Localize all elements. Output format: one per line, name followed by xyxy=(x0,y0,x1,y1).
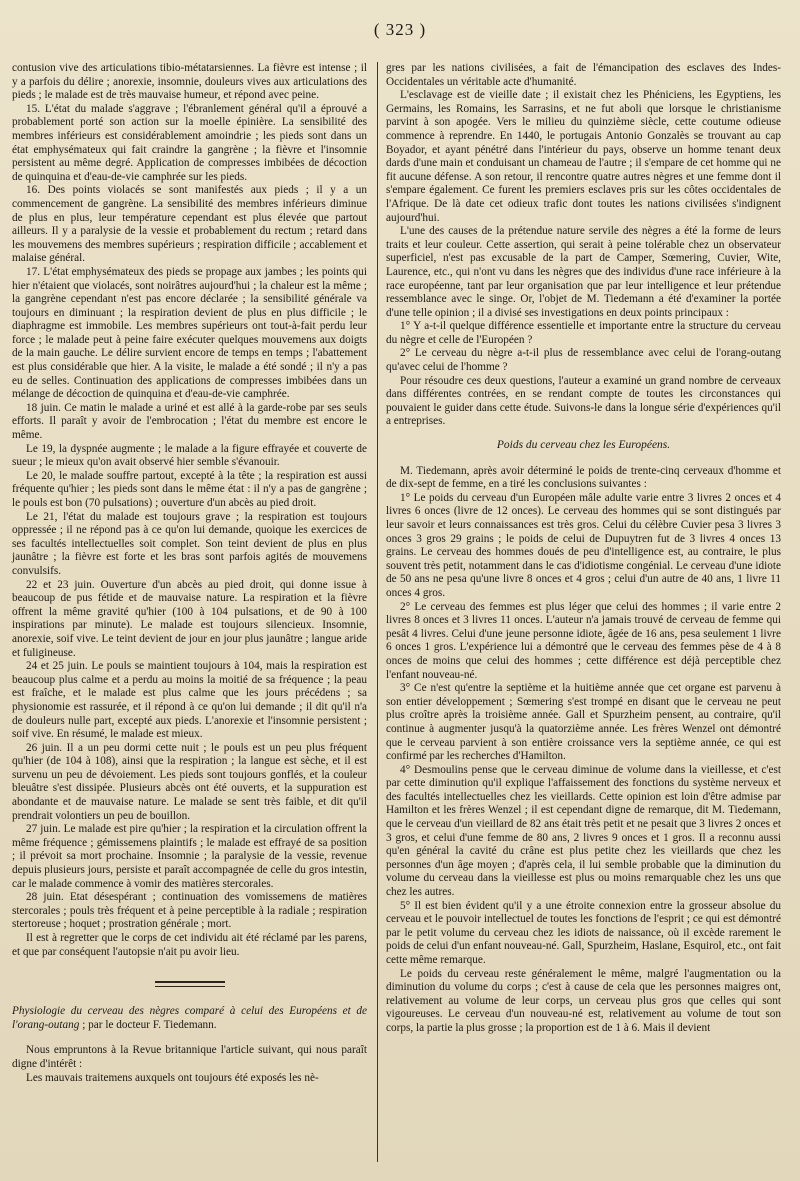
paragraph: 17. L'état emphysémateux des pieds se propage aux jambes ; les points qui hier n'étaient que violacés, sont noirâtres aujourd'hui ; la chaleur est la même ; la gangrène cependant n'est pas encore déclarée ; la sensibilité générale va toujours en diminuant ; la respiration devient de plus en plus difficile ; le diaphragme est immobile. Les membres supérieurs ont tout-à-fait perdu leur force ; le malade peut à peine faire exécuter quelques mouvemens aux doigts de la main gauche. Le délire survient encore de temps en temps ; l'abattement est plus considérable que hier. A la visite, le malade a été sondé ; il n'y a pas eu de selles. Continuation des applications de compresses imbibées dans un mélange de décoction de quinquina et d'eau-de-vie camphrée. xyxy=(12,265,367,401)
paragraph: Le 20, le malade souffre partout, excepté à la tête ; la respiration est aussi fréquente qu'hier ; les pieds sont dans le même état : il n'y a pas de gangrène ; le pouls est bon (70 pulsations) ; ouverture d'un abcès au pied droit. xyxy=(12,469,367,509)
article-tail: Les mauvais traitemens auxquels ont toujours été exposés les nè- xyxy=(26,1071,319,1084)
paragraph: 1° Y a-t-il quelque différence essentielle et importante entre la structure du cerveau du nègre et celle de l'Européen ? xyxy=(386,320,781,346)
column-divider xyxy=(377,62,378,1162)
paragraph: 15. L'état du malade s'aggrave ; l'ébranlement général qu'il a éprouvé a probablement porté son action sur la moelle épinière. La sensibilité des membres inférieurs est considérablement amoindrie ; les pieds sont dans un état emphysémateux qui fait craindre la gangrène ; la fièvre et l'insomnie persistent au même degré. Application de compresses imbibées de décoction de quinquina et d'eau-de-vie camphrée sur les pieds. xyxy=(12,102,367,183)
page-number: ( 323 ) xyxy=(373,20,427,39)
paragraph: Pour résoudre ces deux questions, l'auteur a examiné un grand nombre de cerveaux dans différentes contrées, en se rendant compte de toutes les circonstances qui pouvaient le guider dans cette étude. Suivons-le dans la longue série d'expériences qu'il a entreprises. xyxy=(386,374,781,428)
article-separator xyxy=(155,981,225,987)
paragraph: 4° Desmoulins pense que le cerveau diminue de volume dans la vieillesse, et c'est par cette diminution qu'il explique l'affaissement des fonctions du système nerveux et des facultés intellectuelles chez les vieillards. Cette opinion est loin d'être admise par Hamilton et les frères Wenzel ; il est cependant digne de remarque, dit M. Tiedemann, que le cerveau d'un vieillard de 82 ans était très petit et ne pesait que 3 livres 2 onces et 3 gros, et celui d'une femme de 80 ans, 2 livres 9 onces et 1 gros. Il a reconnu aussi qu'en général la cavité du crâne est plus petite chez les vieillards que chez les personnes d'un âge moyen ; d'après cela, il lui semble probable que la diminution du volume du cerveau dans la vieillesse est plus ou moins remarquable chez les uns que chez les autres. xyxy=(386,763,781,899)
paragraph: Le 19, la dyspnée augmente ; le malade a la figure effrayée et couverte de sueur ; le mieux qu'on avait observé hier semble s'évanouir. xyxy=(12,442,367,469)
article-title-italic: Physiologie du cerveau des nègres comparé à celui des Européens et de l'orang-outang xyxy=(12,1005,367,1031)
paragraph: Le poids du cerveau reste généralement le même, malgré l'augmentation ou la diminution du volume du corps ; c'est à cause de cela que les personnes maigres ont, relativement au volume de leur corps, un cerveau plus gros que celles qui sont vigoureuses. Le cerveau d'un nouveau-né est, relativement au volume de tout son corps, la partie la plus grosse ; la proportion est de 1 à 6. Mais il devient xyxy=(386,967,781,1034)
article-byline: ; par le docteur F. Tiedemann. xyxy=(79,1018,217,1031)
article-intro: Nous empruntons à la Revue britannique l'article suivant, qui nous paraît digne d'intérêt : xyxy=(12,1044,367,1070)
paragraph: Il est à regretter que le corps de cet individu ait été réclamé par les parens, et que par conséquent l'autopsie n'ait pu avoir lieu. xyxy=(12,932,367,958)
paragraph: M. Tiedemann, après avoir déterminé le poids de trente-cinq cerveaux d'homme et de dix-sept de femme, en a tiré les conclusions suivantes : xyxy=(386,464,781,491)
paragraph: gres par les nations civilisées, a fait de l'émancipation des esclaves des Indes-Occidentales un véritable acte d'humanité. xyxy=(386,62,781,88)
paragraph: 16. Des points violacés se sont manifestés aux pieds ; il y a un commencement de gangrène. La sensibilité des membres inférieurs diminue de plus en plus, leur température cependant est plus élevée que partout ailleurs. Il y a paralysie de la vessie et probablement du rectum ; retard dans les mouvemens des membres supérieurs ; respiration difficile ; accablement et malaise général. xyxy=(12,184,367,265)
paragraph: 5° Il est bien évident qu'il y a une étroite connexion entre la grosseur absolue du cerveau et le pouvoir intellectuel de toutes les fonctions de l'esprit ; ce qui est démontré par le petit volume du cerveau chez les idiots de naissance, où il excède rarement le poids de celui d'un enfant nouveau-né. Gall, Spurzheim, Haslane, Esquirol, etc., ont fait cette même remarque. xyxy=(386,899,781,966)
paragraph: Le 21, l'état du malade est toujours grave ; la respiration est toujours oppressée ; il ne répond pas à ce qu'on lui demande, quoique les exercices de ses facultés intellectuelles soit complet. Son teint devient de plus en plus jaunâtre ; la fièvre est forte et les bras sont parfois agités de mouvemens convulsifs. xyxy=(12,510,367,577)
right-column xyxy=(386,62,781,1036)
paragraph: 18 juin. Ce matin le malade a uriné et est allé à la garde-robe par ses seuls efforts. Il paraît y avoir de l'embrocation ; l'état du membre est encore le même. xyxy=(12,401,367,442)
paragraph: 2° Le cerveau des femmes est plus léger que celui des hommes ; il varie entre 2 livres 8 onces et 3 livres 11 onces. L'auteur n'a jamais trouvé de cerveau de femme qui pesât 4 livres. Celui d'une jeune personne idiote, âgée de 16 ans, pesa seulement 1 livre 6 onces 1 gros. L'expérience lui a démontré que le cerveau des femmes pèse de 4 à 8 onces de moins que celui des hommes ; cette différence est déjà perceptible chez l'enfant nouveau-né. xyxy=(386,600,781,681)
paragraph: 28 juin. Etat désespérant ; continuation des vomissemens de matières stercorales ; pouls très fréquent et à peine perceptible à la radiale ; respiration stertoreuse ; hoquet ; prostration générale ; mort. xyxy=(12,891,367,931)
paragraph: contusion vive des articulations tibio-métatarsiennes. La fièvre est intense ; il y a parfois du délire ; anorexie, insomnie, douleurs vives aux articulations des pieds ; le malade est de très mauvaise humeur, et répond avec peine. xyxy=(12,62,367,102)
paragraph: 3° Ce n'est qu'entre la septième et la huitième année que cet organe est parvenu à son entier développement ; Sœmering s'est trompé en disant que le cerveau ne peut plus croître après la troisième année. Gall et Spurzheim pensent, au contraire, qu'il continue à augmenter jusqu'à la quatorzième année. Les frères Wenzel ont démontré que le cerveau parvient à son entière croissance vers la septième année, ce qui est confirmé par les recherches d'Hamilton. xyxy=(386,682,781,763)
paragraph: 2° Le cerveau du nègre a-t-il plus de ressemblance avec celui de l'orang-outang qu'avec celui de l'homme ? xyxy=(386,347,781,374)
paragraph: L'esclavage est de vieille date ; il existait chez les Phéniciens, les Egyptiens, les Germains, les Romains, les Sarrasins, et ne fut aboli que lorsque le christianisme parvint à son apogée. Vers le milieu du quinzième siècle, cette coutume odieuse commence à reprendre. En 1440, le portugais Antonio Gonzalès se trouvant au cap Boyador, et ayant pénétré dans l'intérieur du pays, observe un homme tenant deux dards d'une main et conduisant un chameau de l'autre ; il s'empare de cet homme qui ne fit aucune défense. A son retour, il rencontre quatre autres nègres et une femme dont il s'empare également. Ce furent les premiers esclaves pris sur les côtes occidentales de l'Afrique. De là date cet odieux trafic dont toutes les nations civilisées s'indignent aujourd'hui. xyxy=(386,89,781,224)
paragraph: 24 et 25 juin. Le pouls se maintient toujours à 104, mais la respiration est beaucoup plus calme et a perdu au moins la moitié de sa fréquence ; la peau est fraîche, et le malade est plus calme que les jours précédens ; sa physionomie est rassurée, et il répond à ce qu'on lui demande ; il dit qu'il n'a de douleurs nulle part, excepté aux pieds. L'anorexie et l'insomnie persistent ; soif vive. En résumé, le malade est mieux. xyxy=(12,660,367,741)
paragraph: 27 juin. Le malade est pire qu'hier ; la respiration et la circulation offrent la même fréquence ; gémissemens plaintifs ; le malade est effrayé de sa position ; il prévoit sa mort prochaine. Insomnie ; la paralysie de la vessie, revenue depuis plusieurs jours, persiste et paraît accompagnée de celle du gros intestin, car le malade commence à vomir des matières stercorales. xyxy=(12,823,367,890)
left-column xyxy=(12,62,367,1085)
paragraph: 26 juin. Il a un peu dormi cette nuit ; le pouls est un peu plus fréquent qu'hier (de 104 à 108), ainsi que la respiration ; la langue est sèche, et il est survenu un peu de dévoiement. Les pieds sont toujours gonflés, et la couleur bleuâtre s'est dissipée. Plusieurs abcès ont été ouverts, et la suppuration est abondante et de mauvaise nature. Le malade se sent très faible, et dit qu'il prendrait volontiers un peu de bouillon. xyxy=(12,741,367,822)
paragraph: 22 et 23 juin. Ouverture d'un abcès au pied droit, qui donne issue à beaucoup de pus fétide et de mauvaise nature. La respiration et la fièvre offrent la même gravité qu'hier (100 à 104 pulsations, et de 90 à 100 inspirations par minute). Le malade est toujours silencieux. Insomnie, anorexie, soif vive. Le teint devient de jour en jour plus jaunâtre ; langue aride et fuligineuse. xyxy=(12,578,367,659)
section-title: Poids du cerveau chez les Européens. xyxy=(496,439,671,452)
paragraph: 1° Le poids du cerveau d'un Européen mâle adulte varie entre 3 livres 2 onces et 4 livres 6 onces (livre de 12 onces). Le cerveau des hommes qui se sont distingués par leur savoir et leurs connaissances est très gros. Celui du célèbre Cuvier pesa 3 livres 3 onces 3 gros 29 grains ; le poids de celui de Dupuytren fut de 3 livres 4 onces 13 grains. Le cerveau des hommes doués de peu d'intelligence est, au contraire, le plus souvent très petit, notamment dans le cas d'idiotisme congénial. Le cerveau d'une idiote de 50 ans ne pesa qu'une livre 8 onces et 4 gros ; celui d'un autre de 40 ans, 1 livre 11 onces 4 gros. xyxy=(386,491,781,599)
article-title xyxy=(12,1005,367,1032)
paragraph: L'une des causes de la prétendue nature servile des nègres a été la forme de leurs traits et leur couleur. Cette assertion, qui serait à peine tolérable chez un observateur superficiel, n'est pas excusable de la part de Camper, Sœmering, Cuvier, Wite, Laurence, etc., qui n'ont vu dans les nègres que des individus d'une race inférieure à la race européenne, tant par leur organisation que par leur intelligence et leur prétendue ressemblance avec le singe. Or, l'objet de M. Tiedemann a été d'examiner la portée d'une telle opinion ; il a divisé ses investigations en deux points principaux : xyxy=(386,225,781,319)
